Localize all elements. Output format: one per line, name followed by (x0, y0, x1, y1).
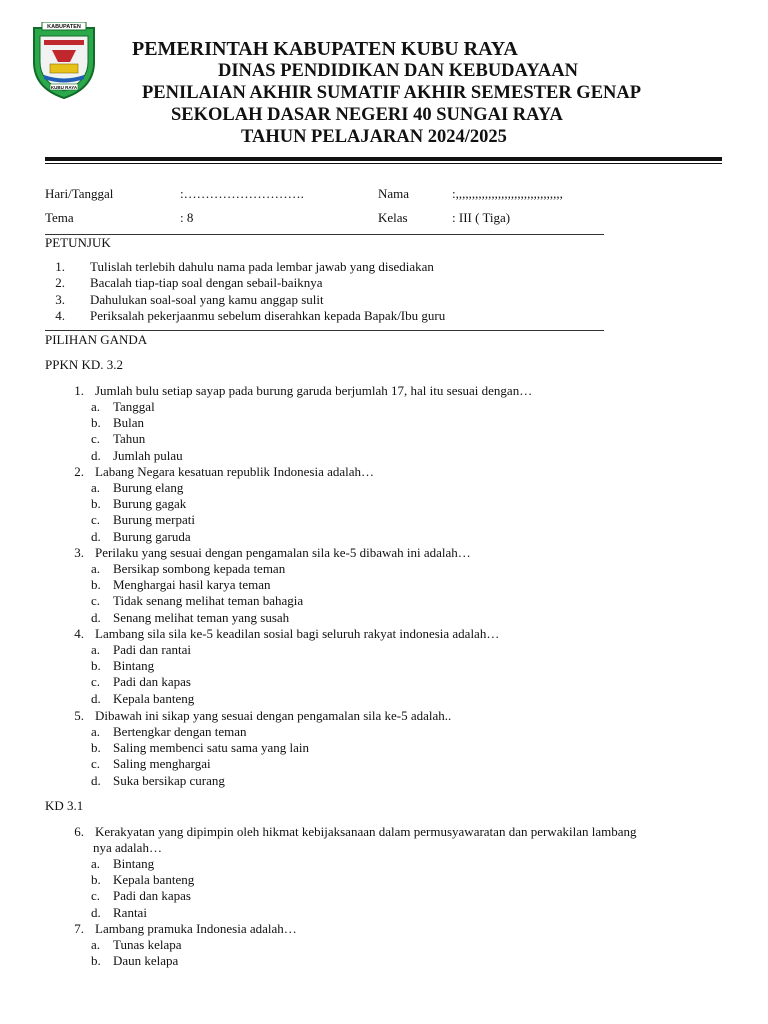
hari-tanggal-label: Hari/Tanggal (45, 186, 114, 201)
nama-field[interactable]: :,,,,,,,,,,,,,,,,,,,,,,,,,,,,,,,,, (452, 186, 563, 201)
header-school: SEKOLAH DASAR NEGERI 40 SUNGAI RAYA (171, 105, 563, 125)
list-item: 3. Dahulukan soal-soal yang kamu anggap sulit (55, 291, 324, 307)
svg-text:KUBU RAYA: KUBU RAYA (50, 85, 78, 90)
divider (45, 234, 604, 235)
petunjuk-title: PETUNJUK (45, 235, 111, 250)
petunjuk-list (45, 259, 645, 324)
kelas-value: : III ( Tiga) (452, 210, 511, 225)
question-text: Jumlah bulu setiap sayap pada burung garuda berjumlah 17, hal itu sesuai dengan… (95, 383, 533, 398)
list-item: 2. Bacalah tiap-tiap soal dengan sebail-baiknya (55, 275, 323, 291)
question-text: Lambang pramuka Indonesia adalah… (95, 921, 297, 936)
question-text: Kerakyatan yang dipimpin oleh hikmat kebijaksanaan dalam permusyawaratan dan perwakilan lambang (95, 824, 637, 839)
header-exam-title: PENILAIAN AKHIR SUMATIF AKHIR SEMESTER GENAP (142, 83, 642, 103)
kelas-label: Kelas (378, 210, 408, 225)
header-year: TAHUN PELAJARAN 2024/2025 (241, 127, 507, 147)
list-item: 4. Periksalah pekerjaanmu sebelum diserahkan kepada Bapak/Ibu guru (55, 307, 446, 323)
tema-label: Tema (45, 210, 74, 225)
question-text: Labang Negara kesatuan republik Indonesia adalah… (95, 464, 375, 479)
question-text-continued: nya adalah… (93, 840, 162, 855)
question-text: Dibawah ini sikap yang sesuai dengan pengamalan sila ke-5 adalah.. (95, 708, 452, 723)
kabupaten-kubu-raya-logo (30, 22, 98, 100)
list-item: 1. Tulislah terlebih dahulu nama pada lembar jawab yang disediakan (55, 259, 434, 274)
question-text: Perilaku yang sesuai dengan pengamalan sila ke-5 dibawah ini adalah… (95, 545, 471, 560)
hari-tanggal-field[interactable]: :………………………. (180, 186, 304, 201)
header-government: PEMERINTAH KABUPATEN KUBU RAYA (132, 38, 518, 60)
header-rule-thick (45, 157, 722, 161)
divider (45, 330, 604, 331)
nama-label: Nama (378, 186, 410, 201)
svg-text:KABUPATEN: KABUPATEN (47, 24, 81, 30)
question-text: Lambang sila sila ke-5 keadilan sosial bagi seluruh rakyat indonesia adalah… (95, 626, 500, 641)
header-rule-thin (45, 163, 722, 164)
section-title: PILIHAN GANDA (45, 332, 148, 347)
header-department: DINAS PENDIDIKAN DAN KEBUDAYAAN (218, 61, 578, 81)
tema-value: : 8 (180, 210, 194, 225)
subsection-kd: KD 3.1 (45, 798, 84, 813)
subsection-ppkn: PPKN KD. 3.2 (45, 357, 124, 372)
